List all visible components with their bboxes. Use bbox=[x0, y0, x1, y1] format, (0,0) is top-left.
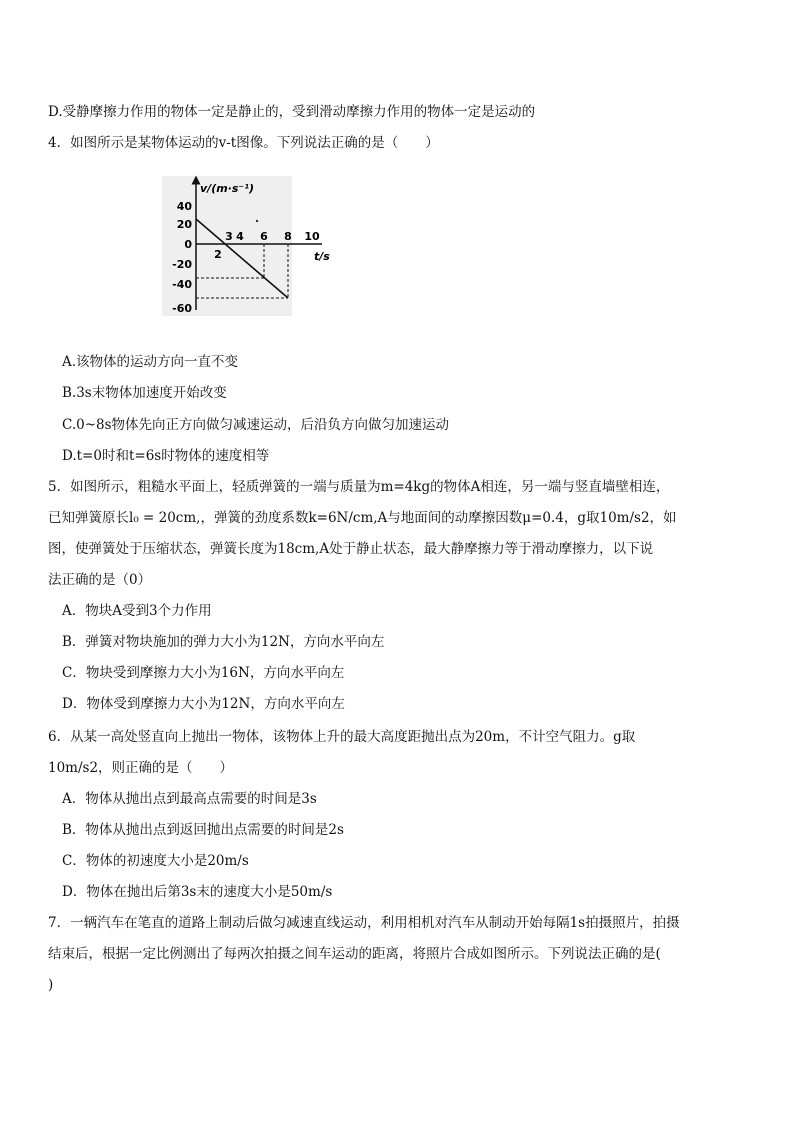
question-5-stem-2: 已知弹簧原长l₀ = 20cm,，弹簧的劲度系数k=6N/cm,A与地面间的动摩擦因数μ=0.4，g取10m/s2，如 bbox=[48, 510, 677, 526]
y-tick-m20: -20 bbox=[172, 258, 192, 271]
question-5-stem-3: 图，使弹簧处于压缩状态，弹簧长度为18cm,A处于静止状态，最大静摩擦力等于滑动摩擦力，以下说 bbox=[48, 541, 654, 557]
question-6-stem-1: 6．从某一高处竖直向上抛出一物体，该物体上升的最大高度距抛出点为20m，不计空气阻力。g取 bbox=[48, 729, 636, 745]
question-4-option-d: D.t=0时和t=6s时物体的速度相等 bbox=[62, 448, 270, 464]
vt-graph-svg bbox=[162, 176, 330, 316]
x-tick-3: 3 bbox=[225, 230, 233, 243]
question-5-option-c: C．物块受到摩擦力大小为16N，方向水平向左 bbox=[62, 665, 345, 681]
y-tick-0: 0 bbox=[184, 238, 192, 251]
question-6-option-c: C．物体的初速度大小是20m/s bbox=[62, 853, 249, 869]
question-4-option-a: A.该物体的运动方向一直不变 bbox=[62, 354, 239, 370]
question-6-option-b: B．物体从抛出点到返回抛出点需要的时间是2s bbox=[62, 822, 344, 838]
question-4-option-b: B.3s末物体加速度开始改变 bbox=[62, 385, 227, 401]
question-5-option-b: B．弹簧对物块施加的弹力大小为12N，方向水平向左 bbox=[62, 634, 385, 650]
question-5-stem-1: 5．如图所示，粗糙水平面上，轻质弹簧的一端与质量为m=4kg的物体A相连，另一端与竖直墙壁相连， bbox=[48, 479, 670, 495]
y-tick-20: 20 bbox=[176, 218, 192, 231]
y-tick-m60: -60 bbox=[172, 302, 192, 315]
question-4-option-c: C.0~8s物体先向正方向做匀减速运动，后沿负方向做匀加速运动 bbox=[62, 417, 450, 433]
x-tick-4: 4 bbox=[236, 230, 244, 243]
question-6-option-a: A．物体从抛出点到最高点需要的时间是3s bbox=[62, 791, 317, 807]
speck bbox=[256, 220, 258, 222]
question-7-stem-1: 7．一辆汽车在笔直的道路上制动后做匀减速直线运动，利用相机对汽车从制动开始每隔1s拍摄照片，拍摄 bbox=[48, 915, 680, 931]
question-7-stem-2: 结束后，根据一定比例测出了每两次拍摄之间车运动的距离，将照片合成如图所示。下列说法正确的是( bbox=[48, 946, 661, 962]
x-tick-2: 2 bbox=[214, 248, 222, 261]
question-6-stem-2: 10m/s2，则正确的是（ ） bbox=[48, 760, 234, 776]
x-tick-8: 8 bbox=[284, 230, 292, 243]
x-tick-6: 6 bbox=[260, 230, 268, 243]
question-6-option-d: D．物体在抛出后第3s末的速度大小是50m/s bbox=[62, 884, 333, 900]
question-5-option-d: D．物体受到摩擦力大小为12N，方向水平向左 bbox=[62, 696, 345, 712]
question-7-stem-3: ) bbox=[48, 977, 54, 993]
vt-graph bbox=[162, 176, 330, 316]
y-tick-40: 40 bbox=[176, 200, 192, 213]
x-tick-10: 10 bbox=[304, 230, 320, 243]
y-tick-m40: -40 bbox=[172, 278, 192, 291]
text-line-1: D.受静摩擦力作用的物体一定是静止的，受到滑动摩擦力作用的物体一定是运动的 bbox=[48, 104, 536, 120]
question-5-option-a: A．物块A受到3个力作用 bbox=[62, 603, 212, 619]
question-4-stem: 4．如图所示是某物体运动的v-t图像。下列说法正确的是（ ） bbox=[48, 135, 439, 151]
y-axis-label: v/(m·s⁻¹) bbox=[200, 182, 255, 195]
question-5-stem-4: 法正确的是（0） bbox=[48, 572, 152, 588]
x-axis-label: t/s bbox=[314, 250, 330, 263]
